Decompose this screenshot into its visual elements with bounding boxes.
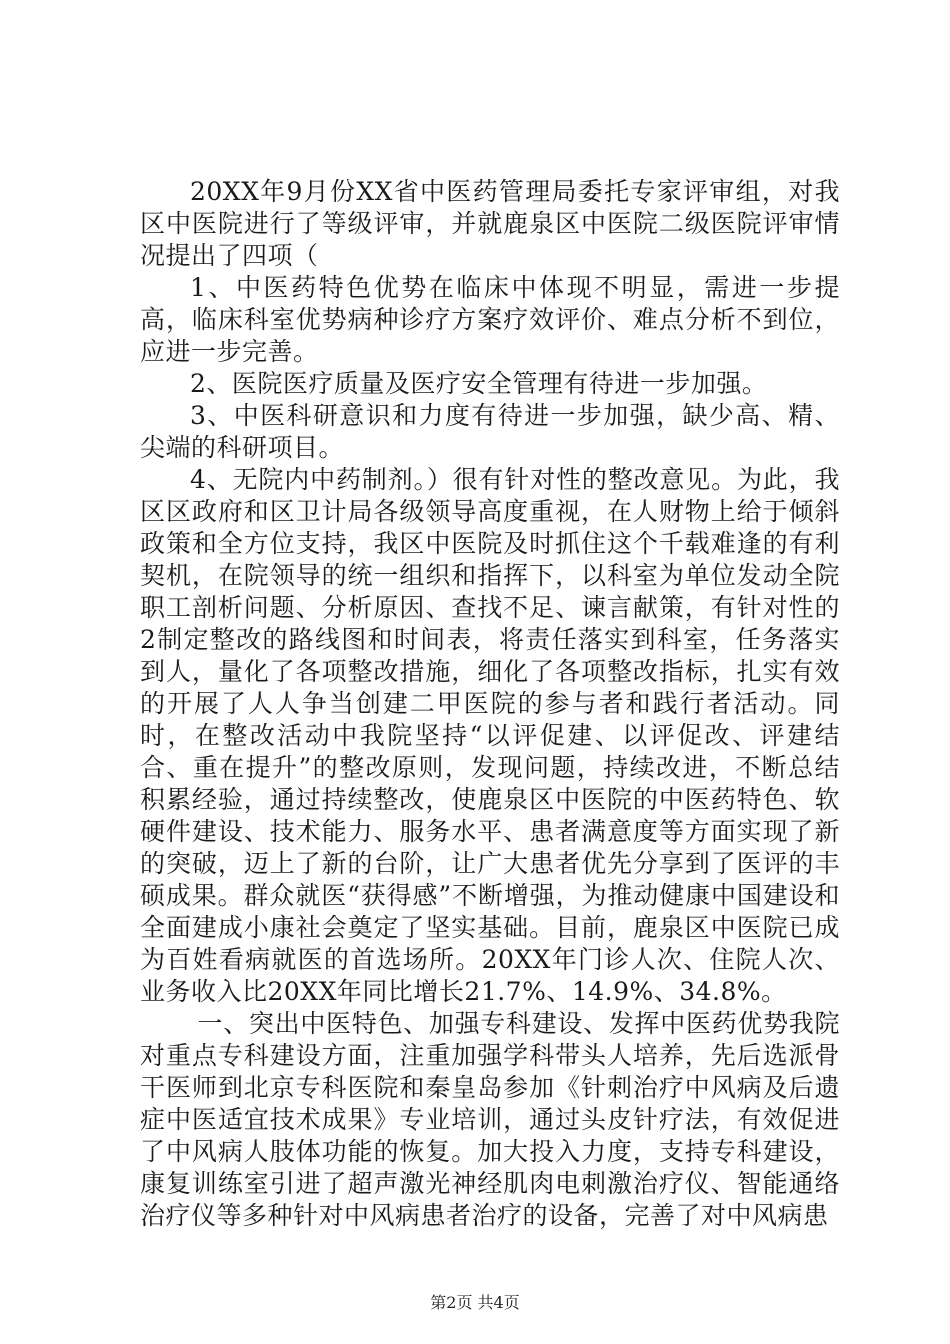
document-body bbox=[140, 176, 840, 1232]
paragraph-item-2: 2、医院医疗质量及医疗安全管理有待进一步加强。 bbox=[190, 369, 768, 398]
paragraph-item-1: 1、中医药特色优势在临床中体现不明显，需进一步提高，临床科室优势病种诊疗方案疗效评价、难点分析不到位，应进一步完善。 bbox=[140, 273, 840, 366]
paragraph-item-3: 3、中医科研意识和力度有待进一步加强，缺少高、精、尖端的科研项目。 bbox=[140, 401, 840, 462]
paragraph-intro: 20XX年9月份XX省中医药管理局委托专家评审组，对我区中医院进行了等级评审，并就鹿泉区中医院二级医院评审情况提出了四项（ bbox=[140, 177, 840, 270]
paragraph-section-1: 一、突出中医特色、加强专科建设、发挥中医药优势我院对重点专科建设方面，注重加强学科带头人培养，先后选派骨干医师到北京专科医院和秦皇岛参加《针刺治疗中风病及后遗症中医适宜技术成果》专业培训，通过头皮针疗法，有效促进了中风病人肢体功能的恢复。加大投入力度，支持专科建设，康复训练室引进了超声激光神经肌肉电刺激治疗仪、智能通络治疗仪等多种针对中风病患者治疗的设备，完善了对中风病患 bbox=[140, 1009, 840, 1230]
page-number: 第2页 共4页 bbox=[430, 1293, 520, 1312]
paragraph-item-4: 4、无院内中药制剂。）很有针对性的整改意见。为此，我区区政府和区卫计局各级领导高度重视，在人财物上给于倾斜政策和全方位支持，我区中医院及时抓住这个千载难逢的有利契机，在院领导的统一组织和指挥下，以科室为单位发动全院职工剖析问题、分析原因、查找不足、谏言献策，有针对性的2制定整改的路线图和时间表，将责任落实到科室，任务落实到人，量化了各项整改措施，细化了各项整改指标，扎实有效的开展了人人争当创建二甲医院的参与者和践行者活动。同时，在整改活动中我院坚持“以评促建、以评促改、评建结合、重在提升”的整改原则，发现问题，持续改进，不断总结积累经验，通过持续整改，使鹿泉区中医院的中医药特色、软硬件建设、技术能力、服务水平、患者满意度等方面实现了新的突破，迈上了新的台阶，让广大患者优先分享到了医评的丰硕成果。群众就医“获得感”不断增强，为推动健康中国建设和全面建成小康社会奠定了坚实基础。目前，鹿泉区中医院已成为百姓看病就医的首选场所。20XX年门诊人次、住院人次、业务收入比20XX年同比增长21.7%、14.9%、34.8%。 bbox=[140, 465, 840, 1006]
